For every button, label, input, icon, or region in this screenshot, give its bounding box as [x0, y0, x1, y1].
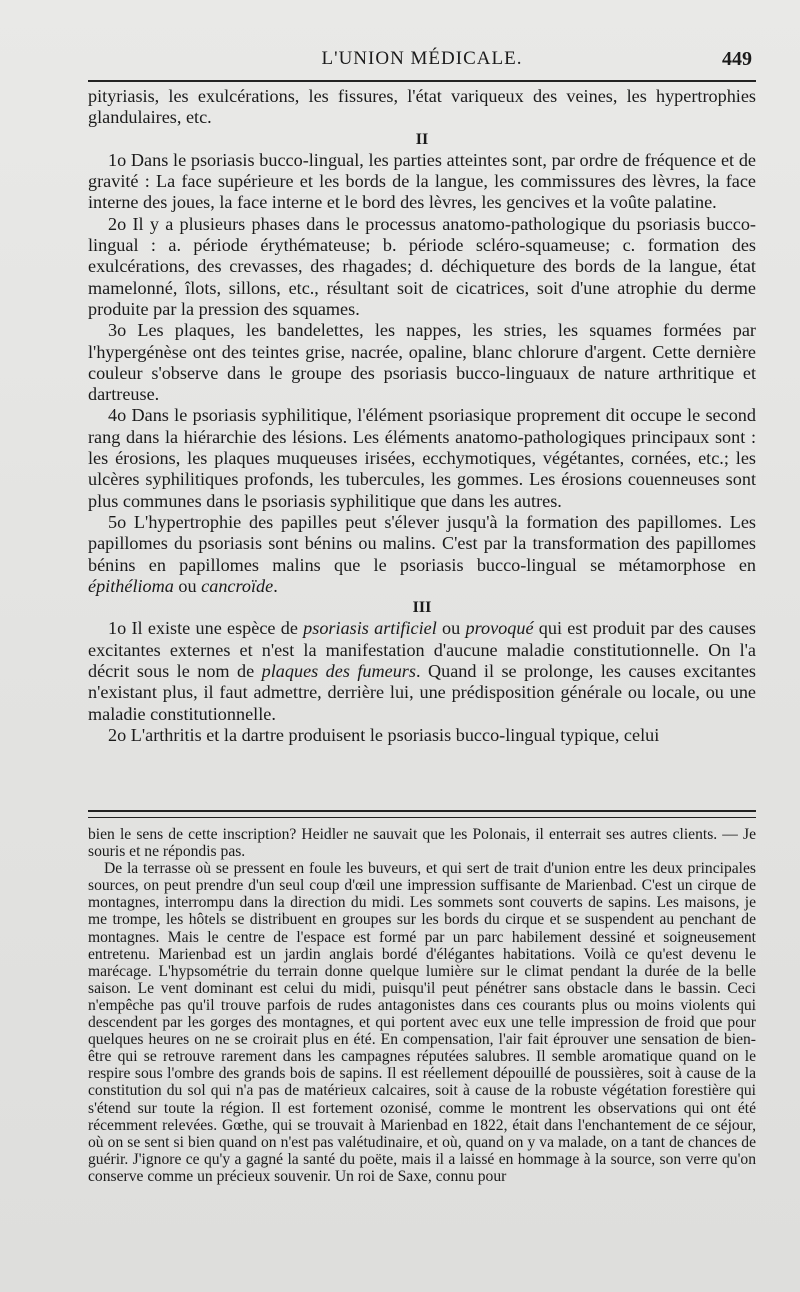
paragraph-iii-1-text-c: qui est produit par des causes excitantes externes et n'est la manifestation d'aucune maladie constitutionnelle. On l'a décrit sous le nom de [88, 618, 757, 682]
feuilleton-separator [88, 810, 756, 818]
paragraph-ii-5-text-mid: ou [173, 575, 202, 596]
page-header [88, 44, 756, 74]
paragraph-ii-5 [88, 512, 756, 597]
page-number: 449 [722, 48, 752, 70]
section-heading-3: III [412, 599, 432, 617]
paragraph-intro: pityriasis, les exulcérations, les fissures, l'état variqueux des veines, les hypertrophies glandulaires, etc. [88, 86, 756, 128]
paragraph-iii-2: 2o L'arthritis et la dartre produisent le psoriasis bucco-lingual typique, celui [108, 724, 660, 745]
term-psoriasis-artificiel: psoriasis artificiel [303, 618, 437, 639]
paragraph-ii-5-text-a: 5o L'hypertrophie des papilles peut s'élever jusqu'à la formation des papillomes. Les papillomes du psoriasis sont bénins ou malins. C'est par la transformation des papillomes bénins en papillomes malins que le psoriasis bucco-lingual se métamorphose en [88, 511, 756, 575]
header-rule [88, 80, 756, 82]
paragraph-iii-1 [88, 618, 756, 724]
running-title: L'UNION MÉDICALE. [321, 48, 523, 69]
feuilleton-paragraph-2: De la terrasse où se pressent en foule les buveurs, et qui sert de trait d'union entre les deux principales sources, on peut prendre d'un seul coup d'œil une impression suffisante de Marienbad. C'est un cirque de montagnes, interrompu dans la direction du midi. Les sommets sont couverts de sapins. Les maisons, je me trompe, les hôtels se distribuent en groupes sur les bords du cirque et se suspendent au penchant de montagnes. Mais le centre de l'espace est formé par un parc habilement dessiné et soigneusement entretenu. Marienbad est un jardin anglais bordé d'élégantes habitations. Voilà ce qu'est devenu le marécage. L'hypsométrie du terrain donne quelque lumière sur le climat pendant la durée de la belle saison. Le vent dominant est celui du midi, puisqu'il peut pénétrer sans obstacle dans le bassin. Ceci n'empêche pas qu'il trouve parfois de rudes antagonistes dans ces courants plus ou moins violents qui descendent par les gorges des montagnes, et qui portent avec eux une telle impression de froid que pour quelques heures on ne se croirait plus en été. En compensation, l'air fait éprouver une sensation de bien-être qui se retrouve rarement dans les campagnes réputées salubres. Il semble aromatique quand on le respire sous l'ombre des grands bois de sapins. Il est réellement dépouillé de poussières, soit à cause de la constitution du sol qui n'a pas de matérieux calcaires, soit à cause de la robuste végétation forestière qui s'étend sur toute la région. Il est fortement ozonisé, comme le montrent les observations qui ont été récemment relevées. Gœthe, qui se trouvait à Marienbad en 1822, était dans l'enchantement de ce séjour, où on se sent si bien quand on n'est pas valétudinaire, et où, quand on y va malade, on a tant de chances de guérir. J'ignore ce qu'y a gagné la santé du poëte, mais il a laissé en hommage à la source, son verre qu'on conserve comme un précieux souvenir. Un roi de Saxe, connu pour [88, 860, 756, 1185]
term-provoque: provoqué [465, 618, 534, 639]
term-cancroide: cancroïde [201, 575, 274, 596]
paragraph-ii-1: 1o Dans le psoriasis bucco-lingual, les parties atteintes sont, par ordre de fréquence et de gravité : La face supérieure et les bords de la langue, les commissures des lèvres, la face interne des joues, la face interne et le bord des lèvres, les gencives et la voûte palatine. [88, 149, 756, 213]
feuilleton-paragraph-1: bien le sens de cette inscription? Heidler ne sauvait que les Polonais, il enterrait ses autres clients. — Je souris et ne répondis pas. [88, 826, 756, 861]
paragraph-ii-4: 4o Dans le psoriasis syphilitique, l'élément psoriasique proprement dit occupe le second rang dans la hiérarchie des lésions. Les éléments anatomo-pathologiques principaux sont : les érosions, les plaques muqueuses irisées, ecchymotiques, végétantes, cornées, etc.; les ulcères syphilitiques profonds, les tubercules, les gommes. Les érosions couenneuses sont plus communes dans le psoriasis syphilitique que dans les autres. [88, 405, 756, 511]
term-plaques-des-fumeurs: plaques des fumeurs [261, 661, 416, 682]
paragraph-ii-3: 3o Les plaques, les bandelettes, les nappes, les stries, les squames formées par l'hypergénèse ont des teintes grise, nacrée, opaline, blanc chlorure d'argent. Cette dernière couleur s'observe dans le groupe des psoriasis bucco-linguaux de nature arthritique et dartreuse. [88, 320, 756, 405]
paragraph-iii-1-text-b: ou [436, 618, 466, 639]
feuilleton [88, 826, 756, 1185]
paragraph-iii-1-text-d: . Quand il se prolonge, les causes excitantes n'existant plus, il faut admettre, derrière lui, une prédisposition générale ou locale, ou une maladie constitutionnelle. [88, 661, 756, 724]
paragraph-ii-2: 2o Il y a plusieurs phases dans le processus anatomo-pathologique du psoriasis bucco-lingual : a. période érythémateuse; b. période scléro-squameuse; c. formation des exulcérations, des crevasses, des rhagades; d. déchiqueture des bords de la langue, état mamelonné, îlots, sillons, etc., résultant soit de cicatrices, soit d'une atrophie du derme produite par la pression des squames. [88, 213, 756, 319]
section-heading-2: II [415, 130, 429, 148]
paragraph-ii-5-text-end: . [273, 575, 278, 596]
main-article [88, 86, 756, 746]
paragraph-iii-1-text-a: 1o Il existe une espèce de [108, 618, 304, 639]
term-epithelioma: épithélioma [88, 575, 174, 596]
